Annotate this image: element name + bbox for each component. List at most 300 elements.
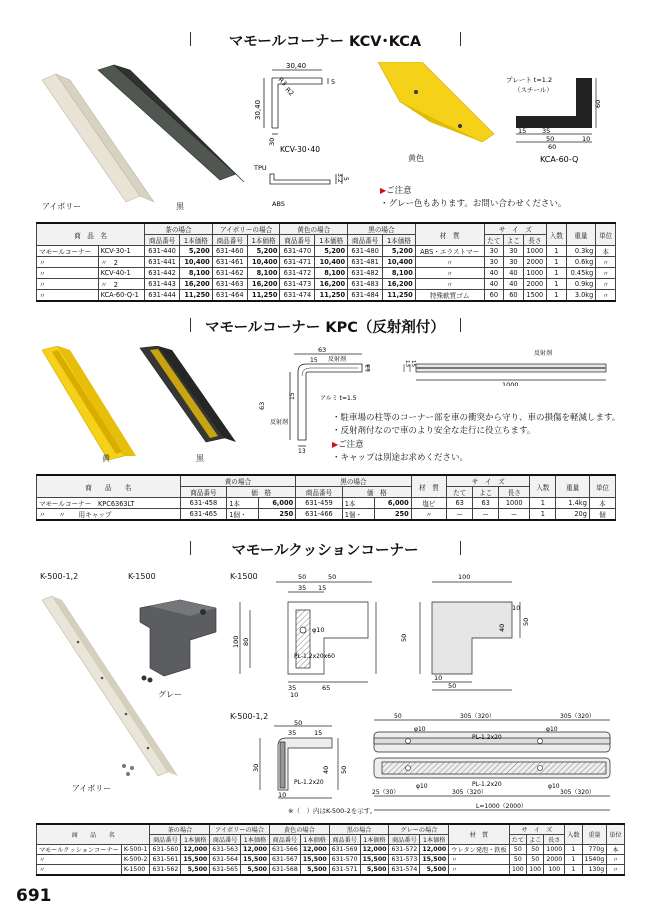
page-number: 691 bbox=[16, 886, 52, 906]
dim-k1500-65: 65 bbox=[322, 684, 331, 692]
table-cell: 1 bbox=[547, 279, 567, 290]
table-cell: 〃 bbox=[607, 855, 624, 865]
table-cell: 631-561 bbox=[150, 855, 181, 865]
table-row bbox=[37, 845, 625, 855]
label-plate: プレート t=1.2 bbox=[506, 76, 553, 84]
table-cell: 0.45kg bbox=[566, 268, 596, 279]
sec3-spec-table: 商 品 名 茶の場合 アイボリーの場合 黄色の場合 黒の場合 グレーの場合 材 質 サ イ ズ 入数 重量 単位 商品番号 1本価格 商品番号 1本価格 商品番号 1本価格 商品番号 1本価格 商品番号 1本価格 たて よこ 長さ マモールクッションコーナー K-500-1 631-560 12,000 631-563 12,000 631-566 12,000 631-569 12,000 631-572 12,000 ウレタン発泡・鉄板 50 50 1000 1 770g 本 〃 K-500-2 631-561 15,500 631-564 15,500 631-567 15,500 631-570 15,500 631-573 15,500 〃 50 50 2000 1 1540g 〃 〃 K-1500 631-562 5,500 631-565 5,500 631-568 5,500 631-571 5,500 631-574 5,500 〃 100 100 100 1 130g 〃 bbox=[36, 823, 625, 876]
table-cell: K-1500 bbox=[121, 865, 150, 876]
table-cell: 770g bbox=[582, 845, 607, 855]
table-cell: 5,500 bbox=[420, 865, 449, 876]
dim-kca-35: 35 bbox=[542, 127, 551, 135]
table-cell: 0.6kg bbox=[566, 257, 596, 268]
dim-kpc-15v: 15 bbox=[289, 392, 296, 400]
dim-kcv-5: 5 bbox=[331, 78, 336, 86]
table-cell: 〃 bbox=[37, 268, 99, 279]
table-cell: 1 bbox=[547, 257, 567, 268]
sec1-note-gray: ・グレー色もあります。お問い合わせください。 bbox=[380, 199, 567, 209]
table-cell: 100 bbox=[527, 865, 544, 876]
dim-k1500-50b: 50 bbox=[328, 573, 337, 581]
table-cell: 631-482 bbox=[348, 268, 383, 279]
table-cell: 30 bbox=[504, 246, 524, 257]
th-weight: 重量 bbox=[566, 223, 596, 246]
th3-weight: 重量 bbox=[582, 824, 607, 845]
table-cell: 0.3kg bbox=[566, 246, 596, 257]
dim-k1500s-10b: 10 bbox=[512, 604, 521, 612]
dim-k1500s-50c: 50 bbox=[522, 617, 530, 626]
table-cell: 1本 bbox=[227, 498, 259, 509]
sec2-note-caution: ご注意 bbox=[338, 440, 364, 450]
th3-product-name: 商 品 名 bbox=[37, 824, 150, 845]
kcv-product-photo bbox=[36, 62, 246, 208]
table-cell: 〃 bbox=[596, 257, 616, 268]
table-cell: 631-572 bbox=[389, 845, 420, 855]
table-row bbox=[37, 290, 616, 302]
table-cell: 631-564 bbox=[210, 855, 241, 865]
table-cell: 631-461 bbox=[212, 257, 247, 268]
table-cell: 5,500 bbox=[181, 865, 210, 876]
table-cell: 5,200 bbox=[315, 246, 348, 257]
dim-k1500-10: 10 bbox=[290, 691, 299, 699]
table-row bbox=[37, 509, 616, 521]
table-cell: 〃 〃 用キャップ bbox=[37, 509, 181, 521]
table-cell: 12,000 bbox=[420, 845, 449, 855]
table-cell: 631-440 bbox=[145, 246, 180, 257]
table-cell: 1000 bbox=[499, 498, 530, 509]
table-cell: 8,100 bbox=[315, 268, 348, 279]
table-cell: 631-484 bbox=[348, 290, 383, 302]
th2-yellow: 黄の場合 bbox=[180, 475, 296, 487]
table-cell: 1000 bbox=[544, 845, 565, 855]
caption-gray: グレー bbox=[158, 690, 182, 699]
caption-cushion-ivory: アイボリー bbox=[72, 784, 112, 793]
caption-kpc-black: 黒 bbox=[196, 454, 204, 463]
table-cell: 〃 bbox=[415, 279, 484, 290]
k500-length-drawing bbox=[364, 712, 614, 816]
th-yellow: 黄色の場合 bbox=[280, 223, 348, 235]
table-cell: 631-569 bbox=[329, 845, 360, 855]
table-cell: 30 bbox=[484, 246, 504, 257]
dim-kca-60v: 60 bbox=[594, 99, 602, 108]
table-cell: 631-568 bbox=[269, 865, 300, 876]
table-cell: 6,000 bbox=[374, 498, 411, 509]
kcv-model-label: KCV-30･40 bbox=[280, 145, 320, 154]
th2-qty: 入数 bbox=[530, 475, 556, 498]
table-cell: 〃 bbox=[37, 279, 99, 290]
table-row bbox=[37, 855, 625, 865]
kca-yellow-photo bbox=[370, 62, 498, 144]
dim-k1500s-10: 10 bbox=[434, 674, 443, 682]
th3-black: 黒の場合 bbox=[329, 824, 389, 835]
label-k500l-phi3: φ10 bbox=[416, 783, 428, 790]
table-cell: 5,500 bbox=[241, 865, 270, 876]
dim-kpc-13: 13 bbox=[365, 364, 372, 372]
table-cell: 631-483 bbox=[348, 279, 383, 290]
table-cell: 631-473 bbox=[280, 279, 315, 290]
th2-unit: 単位 bbox=[589, 475, 615, 498]
table-cell: 特殊軟質ゴム bbox=[415, 290, 484, 302]
caption-k1500: K-1500 bbox=[128, 572, 156, 581]
label-abs: ABS bbox=[272, 200, 285, 208]
table-cell: 5,200 bbox=[383, 246, 416, 257]
th-ivory: アイボリーの場合 bbox=[212, 223, 280, 235]
table-cell: 250 bbox=[374, 509, 411, 521]
k1500-top-drawing bbox=[232, 570, 392, 700]
table-cell: 0.9kg bbox=[566, 279, 596, 290]
dim-kpc-13b: 13 bbox=[298, 448, 306, 454]
caption-k500: K-500-1,2 bbox=[40, 572, 79, 581]
table-cell: 631-567 bbox=[269, 855, 300, 865]
table-cell: 個 bbox=[589, 509, 615, 521]
table-cell: 10,400 bbox=[180, 257, 213, 268]
table-cell: 本 bbox=[607, 845, 624, 855]
caption-yellow: 黄色 bbox=[408, 154, 424, 163]
table-cell: 〃 bbox=[607, 865, 624, 876]
table-cell: 16,200 bbox=[383, 279, 416, 290]
th3-yellow: 黄色の場合 bbox=[269, 824, 329, 835]
table-cell: 16,200 bbox=[315, 279, 348, 290]
table-cell: 40 bbox=[484, 268, 504, 279]
table-cell: 20g bbox=[556, 509, 590, 521]
dim-k500-50: 50 bbox=[294, 719, 303, 727]
table-cell: 631-560 bbox=[150, 845, 181, 855]
label-steel: （スチール） bbox=[514, 86, 553, 94]
section-title-cushion: マモールクッションコーナー bbox=[0, 539, 650, 560]
dim-k500-10: 10 bbox=[278, 791, 287, 799]
table-cell: 631-574 bbox=[389, 865, 420, 876]
th3-gray: グレーの場合 bbox=[389, 824, 449, 835]
table-row bbox=[37, 246, 616, 257]
dim-kca-50: 50 bbox=[546, 135, 555, 143]
table-cell: 8,100 bbox=[180, 268, 213, 279]
caption-k1500-drawing: K-1500 bbox=[230, 572, 258, 581]
table-cell: 631-570 bbox=[329, 855, 360, 865]
table-cell: 1個・ bbox=[227, 509, 259, 521]
dim-kpc-63v: 63 bbox=[258, 401, 266, 410]
table-cell: 15,500 bbox=[300, 855, 329, 865]
table-cell: 2000 bbox=[523, 279, 546, 290]
sec2-spec-table: 商 品 名 黄の場合 黒の場合 材 質 サ イ ズ 入数 重量 単位 商品番号 価 格 商品番号 価 格 たて よこ 長さ マモールコーナー KPC6363LT 631-458 1本 6,000 631-459 1本 6,000 塩ビ 63 63 1000 1 1.4kg 本 〃 〃 用キャップ 631-465 1個・ 250 631-466 1個・ 250 〃 ー ー ー 1 20g 個 bbox=[36, 474, 616, 521]
table-cell: 1 bbox=[547, 246, 567, 257]
k500-section-drawing bbox=[250, 718, 350, 802]
table-cell: 631-465 bbox=[180, 509, 227, 521]
table-cell: 631-460 bbox=[212, 246, 247, 257]
th-product-name: 商 品 名 bbox=[37, 223, 145, 246]
table-cell: 60 bbox=[484, 290, 504, 302]
table-cell: 5,200 bbox=[180, 246, 213, 257]
sec3-footnote: ※（ ）内はK-500-2を示す。 bbox=[288, 807, 377, 815]
dim-k1500s-50: 50 bbox=[400, 633, 408, 642]
table-cell: 〃 2 bbox=[98, 279, 144, 290]
table-cell: 1540g bbox=[582, 855, 607, 865]
th-unit: 単位 bbox=[596, 223, 616, 246]
table-cell: 塩ビ bbox=[411, 498, 446, 509]
table-cell: 631-463 bbox=[212, 279, 247, 290]
dim-k500-15: 15 bbox=[314, 729, 323, 737]
th3-material: 材 質 bbox=[449, 824, 509, 845]
th-brown: 茶の場合 bbox=[145, 223, 213, 235]
table-cell: 2000 bbox=[544, 855, 565, 865]
label-k500l-pl1: PL-1.2x20 bbox=[472, 734, 502, 741]
caption-kpc-yellow: 黄 bbox=[102, 454, 110, 463]
table-cell: KCV-30-1 bbox=[98, 246, 144, 257]
dim-kpc-15r: 15 bbox=[410, 360, 416, 367]
dim-kpc-63: 63 bbox=[318, 346, 327, 354]
table-cell: 11,250 bbox=[315, 290, 348, 302]
table-cell: マモールクッションコーナー bbox=[37, 845, 122, 855]
table-cell: 40 bbox=[484, 279, 504, 290]
dim-kpc-13r: 13 bbox=[404, 360, 410, 367]
label-kpc-alu: アルミ t=1.5 bbox=[320, 395, 357, 402]
kcv-dimension-drawing bbox=[252, 60, 352, 212]
table-cell: 631-480 bbox=[348, 246, 383, 257]
label-k1500-pl: PL-1.2x20x60 bbox=[294, 653, 335, 660]
table-cell: 631-443 bbox=[145, 279, 180, 290]
k1500-side-drawing bbox=[392, 570, 540, 700]
table-cell: 1000 bbox=[523, 268, 546, 279]
table-cell: 15,500 bbox=[181, 855, 210, 865]
label-k500-pl: PL-1.2x20 bbox=[294, 779, 324, 786]
dim-k500-30: 30 bbox=[252, 763, 260, 772]
sec2-note-2: ・反射剤付なので車のより安全な走行に役立ちます。 bbox=[332, 426, 536, 436]
dim-kcv-r3: R3 bbox=[276, 75, 289, 88]
table-cell: 2000 bbox=[523, 257, 546, 268]
th-black: 黒の場合 bbox=[348, 223, 416, 235]
table-cell: 631-458 bbox=[180, 498, 227, 509]
dim-k1500-15: 15 bbox=[318, 584, 327, 592]
dim-k500l-50: 50 bbox=[394, 713, 402, 720]
dim-k1500-35: 35 bbox=[298, 584, 307, 592]
label-k500l-phi2: φ10 bbox=[546, 726, 558, 733]
table-cell: 631-464 bbox=[212, 290, 247, 302]
table-cell: 5,500 bbox=[300, 865, 329, 876]
th3-unit: 単位 bbox=[607, 824, 624, 845]
dim-k1500-50a: 50 bbox=[298, 573, 307, 581]
dim-kpc-15: 15 bbox=[310, 357, 318, 364]
dim-k1500s-50b: 50 bbox=[448, 682, 457, 690]
table-cell: 〃 bbox=[415, 257, 484, 268]
table-cell: 本 bbox=[596, 246, 616, 257]
table-cell: 30 bbox=[484, 257, 504, 268]
label-tpu: TPU bbox=[254, 164, 267, 172]
table-cell: 1500 bbox=[523, 290, 546, 302]
table-cell: KCV-40-1 bbox=[98, 268, 144, 279]
table-cell: 〃 bbox=[449, 855, 509, 865]
table-cell: 30 bbox=[504, 257, 524, 268]
table-cell: 1本 bbox=[342, 498, 374, 509]
table-cell: 〃 bbox=[596, 279, 616, 290]
sec2-note-3: ・キャップは別途お求めください。 bbox=[332, 453, 469, 463]
table-cell: 631-442 bbox=[145, 268, 180, 279]
table-cell: 40 bbox=[504, 268, 524, 279]
caption-k500-drawing: K-500-1,2 bbox=[230, 712, 269, 721]
dim-32: 3.2 bbox=[336, 173, 343, 183]
sec1-spec-table: 商 品 名 茶の場合 アイボリーの場合 黄色の場合 黒の場合 材 質 サ イ ズ 入数 重量 単位 商品番号 1本価格 商品番号 1本価格 商品番号 1本価格 商品番号 1本価格 たて よこ 長さ マモールコーナー KCV-30-1 631-440 5,200 631-460 5,200 631-470 5,200 631-480 5,200 ABS・エラストマー 30 30 1000 1 0.3kg 本 〃 〃 2 631-441 10,400 631-461 10,400 631-471 10,400 631-481 10,400 〃 30 30 2000 1 0.6kg 〃 〃 KCV-40-1 631-442 8,100 631-462 8,100 631-472 8,100 631-482 8,100 〃 40 40 1000 1 0.45kg 〃 〃 〃 2 631-443 16,200 631-463 16,200 631-473 16,200 631-483 16,200 〃 40 40 2000 1 0.9kg 〃 〃 KCA-60-Q-1 631-444 11,250 631-464 11,250 631-474 11,250 631-484 11,250 特殊軟質ゴム 60 60 1500 1 3.0kg 〃 bbox=[36, 222, 616, 302]
table-cell: 50 bbox=[527, 855, 544, 865]
table-cell: 130g bbox=[582, 865, 607, 876]
th3-size: サ イ ズ bbox=[509, 824, 565, 835]
table-cell: 〃 bbox=[449, 865, 509, 876]
th3-qty: 入数 bbox=[565, 824, 582, 845]
table-cell: 1 bbox=[565, 845, 582, 855]
label-kpc-refl3: 反射剤 bbox=[534, 350, 553, 357]
table-cell: 631-474 bbox=[280, 290, 315, 302]
th3-ivory: アイボリーの場合 bbox=[210, 824, 270, 835]
table-cell: 5,200 bbox=[247, 246, 280, 257]
section-title-kcv-kca: マモールコーナー KCV･KCA bbox=[0, 30, 650, 51]
table-cell: 12,000 bbox=[181, 845, 210, 855]
dim-kpc-1000: 1000 bbox=[502, 381, 519, 386]
dim-k1500-35b: 35 bbox=[288, 684, 297, 692]
table-cell: 15,500 bbox=[420, 855, 449, 865]
table-cell: 1 bbox=[530, 498, 556, 509]
table-cell: 〃 bbox=[37, 865, 122, 876]
th2-black: 黒の場合 bbox=[296, 475, 412, 487]
sec1-notes: ▶ご注意 ・グレー色もあります。お問い合わせください。 bbox=[380, 186, 567, 209]
caption-ivory: アイボリー bbox=[42, 202, 82, 211]
label-k1500-phi: φ10 bbox=[312, 626, 325, 634]
table-cell: 50 bbox=[509, 855, 526, 865]
table-cell: 12,000 bbox=[241, 845, 270, 855]
table-row bbox=[37, 268, 616, 279]
table-cell: 631-566 bbox=[269, 845, 300, 855]
th3-brown: 茶の場合 bbox=[150, 824, 210, 835]
sec2-notes: ・駐車場の柱等のコーナー部を車の衝突から守り、車の損傷を軽減します。 ・反射剤付なので車のより安全な走行に役立ちます。 ▶ご注意 ・キャップは別途お求めください。 bbox=[332, 413, 621, 463]
table-cell: 15,500 bbox=[360, 855, 389, 865]
table-cell: 〃 bbox=[415, 268, 484, 279]
table-cell: 63 bbox=[447, 498, 473, 509]
table-cell: 631-472 bbox=[280, 268, 315, 279]
dim-k500-40: 40 bbox=[322, 765, 330, 774]
table-cell: 100 bbox=[544, 865, 565, 876]
table-cell: ウレタン発泡・鉄板 bbox=[449, 845, 509, 855]
table-cell: 250 bbox=[259, 509, 296, 521]
dim-k1500s-40: 40 bbox=[498, 623, 506, 632]
table-cell: 〃 bbox=[411, 509, 446, 521]
sec2-note-1: ・駐車場の柱等のコーナー部を車の衝突から守り、車の損傷を軽減します。 bbox=[332, 413, 621, 423]
table-row bbox=[37, 865, 625, 876]
table-cell: 631-571 bbox=[329, 865, 360, 876]
table-cell: 〃 bbox=[37, 855, 122, 865]
dim-k500l-305a: 305（320） bbox=[460, 713, 495, 720]
table-cell: 10,400 bbox=[247, 257, 280, 268]
th2-size: サ イ ズ bbox=[447, 475, 530, 487]
label-k500l-pl2: PL-1.2x20 bbox=[472, 781, 502, 788]
th-qty: 入数 bbox=[547, 223, 567, 246]
caption-black: 黒 bbox=[176, 202, 184, 211]
table-cell: 12,000 bbox=[360, 845, 389, 855]
table-cell: 50 bbox=[509, 845, 526, 855]
table-cell: 631-470 bbox=[280, 246, 315, 257]
table-cell: 631-481 bbox=[348, 257, 383, 268]
table-cell: 631-441 bbox=[145, 257, 180, 268]
table-cell: 631-466 bbox=[296, 509, 343, 521]
table-cell: マモールコーナー bbox=[37, 246, 99, 257]
dim-k500-35: 35 bbox=[288, 729, 297, 737]
table-cell: 100 bbox=[509, 865, 526, 876]
table-cell: 〃 bbox=[37, 257, 99, 268]
label-k500l-phi4: φ10 bbox=[548, 783, 560, 790]
table-cell: 本 bbox=[589, 498, 615, 509]
kca-model-label: KCA-60-Q bbox=[540, 155, 579, 164]
table-cell: 11,250 bbox=[383, 290, 416, 302]
table-cell: 50 bbox=[527, 845, 544, 855]
table-cell: 16,200 bbox=[180, 279, 213, 290]
kca-dimension-drawing bbox=[502, 72, 614, 166]
table-cell: K-500-2 bbox=[121, 855, 150, 865]
table-cell: 631-562 bbox=[150, 865, 181, 876]
dim-k1500s-100: 100 bbox=[458, 573, 471, 581]
th2-product-name: 商 品 名 bbox=[37, 475, 181, 498]
th2-material: 材 質 bbox=[411, 475, 446, 498]
table-cell: 40 bbox=[504, 279, 524, 290]
dim-kcv-r2: R2 bbox=[283, 85, 296, 98]
cushion-product-photo bbox=[40, 592, 226, 788]
table-cell: 11,250 bbox=[247, 290, 280, 302]
table-cell: K-500-1 bbox=[121, 845, 150, 855]
table-cell: 63 bbox=[473, 498, 499, 509]
dim-k500l-length: L=1000（2000） bbox=[476, 803, 527, 810]
dim-k500l-305b: 305（320） bbox=[560, 713, 595, 720]
table-cell: 631-444 bbox=[145, 290, 180, 302]
table-row bbox=[37, 257, 616, 268]
th-size: サ イ ズ bbox=[484, 223, 546, 235]
kpc-product-photo bbox=[40, 346, 240, 462]
dim-kcv-height: 30,40 bbox=[254, 99, 262, 120]
table-cell: 631-462 bbox=[212, 268, 247, 279]
table-cell: 11,250 bbox=[180, 290, 213, 302]
table-cell: 631-459 bbox=[296, 498, 343, 509]
table-cell: 1 bbox=[547, 290, 567, 302]
dim-k1500-80: 80 bbox=[242, 637, 250, 646]
table-cell: 8,100 bbox=[247, 268, 280, 279]
dim-kcv-30: 30 bbox=[268, 137, 276, 146]
table-cell: 1000 bbox=[523, 246, 546, 257]
table-cell: 5,500 bbox=[360, 865, 389, 876]
table-cell: 60 bbox=[504, 290, 524, 302]
table-cell: 15,500 bbox=[241, 855, 270, 865]
dim-k500l-305d: 305（320） bbox=[560, 789, 595, 796]
table-cell: 1 bbox=[565, 865, 582, 876]
label-k500l-phi1: φ10 bbox=[414, 726, 426, 733]
table-cell: 〃 bbox=[596, 290, 616, 302]
kpc-length-drawing bbox=[400, 344, 614, 386]
table-cell: 12,000 bbox=[300, 845, 329, 855]
dim-kca-15: 15 bbox=[518, 127, 527, 135]
table-cell: 631-565 bbox=[210, 865, 241, 876]
dim-k500-50b: 50 bbox=[340, 765, 348, 774]
th2-weight: 重量 bbox=[556, 475, 590, 498]
table-row bbox=[37, 279, 616, 290]
dim-kca-60: 60 bbox=[548, 143, 557, 151]
table-cell: 10,400 bbox=[383, 257, 416, 268]
table-cell: 16,200 bbox=[247, 279, 280, 290]
dim-kcv-width: 30,40 bbox=[286, 62, 307, 70]
table-cell: 10,400 bbox=[315, 257, 348, 268]
table-cell: 8,100 bbox=[383, 268, 416, 279]
table-cell: 3.0kg bbox=[566, 290, 596, 302]
table-cell: ー bbox=[473, 509, 499, 521]
table-cell: 1 bbox=[547, 268, 567, 279]
table-cell: 1個・ bbox=[342, 509, 374, 521]
sec1-note-caution: ご注意 bbox=[386, 186, 412, 196]
table-row bbox=[37, 498, 616, 509]
dim-k500l-305c: 305（320） bbox=[452, 789, 487, 796]
table-cell: 〃 bbox=[596, 268, 616, 279]
dim-5b: 5 bbox=[342, 177, 349, 181]
dim-k1500-100: 100 bbox=[232, 635, 240, 648]
label-kpc-refl: 反射剤 bbox=[328, 356, 347, 363]
